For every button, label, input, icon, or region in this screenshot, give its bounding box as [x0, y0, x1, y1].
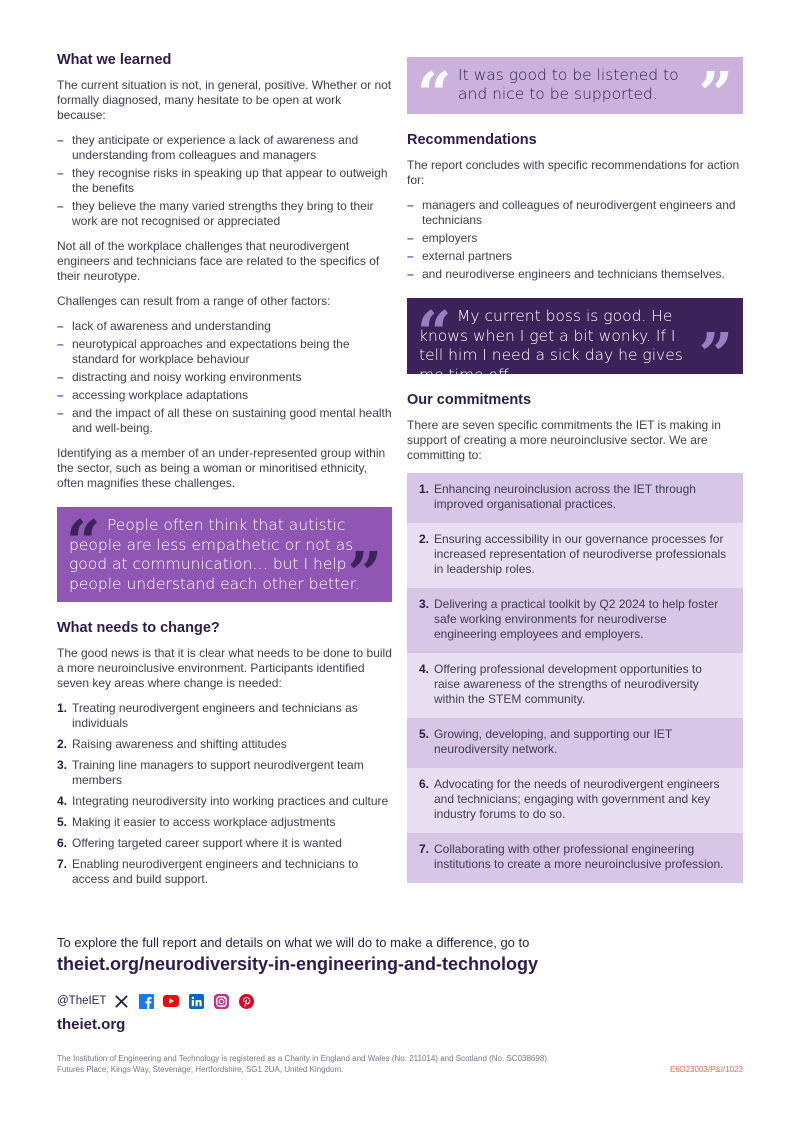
instagram-icon[interactable]: [213, 993, 229, 1009]
list-item: 3. Training line managers to support neurodivergent team members: [57, 758, 364, 787]
list-item: 3. Delivering a practical toolkit by Q2 2024 to help foster safe working environments for neurodiverse engineering employees and employers.: [407, 588, 743, 653]
youtube-icon[interactable]: [163, 993, 179, 1009]
list-item: 5. Growing, developing, and supporting our IET neurodiversity network.: [407, 718, 743, 768]
open-quote-icon: “: [66, 508, 101, 578]
list-item: 2. Ensuring accessibility in our governance processes for increased representation of neurodiverse professionals in leadership roles.: [407, 523, 743, 588]
quote-box-boss: [407, 298, 743, 391]
list-item: – and neurodiverse engineers and technicians themselves.: [407, 267, 743, 282]
open-quote-icon: “: [417, 299, 452, 369]
right-column: [407, 57, 743, 883]
report-link[interactable]: theiet.org/neurodiversity-in-engineering-and-technology: [57, 954, 539, 974]
commitments-heading: Our commitments: [407, 392, 532, 408]
close-quote-icon: ”: [698, 321, 733, 391]
close-quote-icon: ”: [347, 540, 382, 610]
facebook-icon[interactable]: [138, 993, 154, 1009]
list-item: – external partners: [407, 249, 743, 264]
list-item: – they anticipate or experience a lack of awareness and understanding from colleagues and managers: [57, 133, 392, 163]
learned-intro: The current situation is not, in general, positive. Whether or not formally diagnosed, many hesitate to be open at work because:: [57, 78, 392, 122]
learned-paragraph-2: Not all of the workplace challenges that neurodivergent engineers and technicians face are related to the specifics of their neurotype.: [57, 239, 380, 283]
list-item: – employers: [407, 231, 743, 246]
document-code: E6D23003/P&I/1023: [670, 1065, 743, 1074]
open-quote-icon: “: [417, 60, 452, 130]
social-bar: [57, 992, 743, 1010]
quote-box-empathy: [57, 507, 392, 610]
quote-text: My current boss is good. He knows when I get a bit wonky. If I tell him I need a sick day he gives me time off.: [419, 307, 683, 384]
explore-text: To explore the full report and details on what we will do to make a difference, go to: [57, 935, 530, 950]
list-item: 1. Treating neurodivergent engineers and technicians as individuals: [57, 701, 358, 730]
list-item: 2. Raising awareness and shifting attitudes: [57, 737, 287, 751]
learned-paragraph-3: Challenges can result from a range of other factors:: [57, 294, 331, 308]
list-item: 7. Enabling neurodivergent engineers and technicians to access and build support.: [57, 857, 359, 886]
list-item: 6. Offering targeted career support where it is wanted: [57, 836, 342, 850]
list-item: – accessing workplace adaptations: [57, 388, 392, 403]
list-item: 6. Advocating for the needs of neurodivergent engineers and technicians; engaging with government and key industry forums to do so.: [407, 768, 743, 833]
legal-line-2: Futures Place, Kings Way, Stevenage, Hertfordshire, SG1 2UA, United Kingdom.: [57, 1064, 344, 1074]
legal-line-1: The Institution of Engineering and Technology is registered as a Charity in England and Wales (No. 211014) and Scotland (No. SC038698).: [57, 1054, 550, 1063]
change-list: [57, 701, 392, 887]
legal-notice: [57, 1054, 617, 1075]
learned-paragraph-4: Identifying as a member of an under-represented group within the sector, such as being a woman or minoritised ethnicity, often magnifies these challenges.: [57, 446, 386, 490]
list-item: – managers and colleagues of neurodivergent engineers and technicians: [407, 198, 743, 228]
social-handle[interactable]: @TheIET: [57, 995, 107, 1007]
footer: [57, 935, 743, 1033]
close-quote-icon: ”: [698, 60, 733, 130]
x-icon[interactable]: [113, 993, 129, 1009]
list-item: – distracting and noisy working environments: [57, 370, 392, 385]
list-item: 5. Making it easier to access workplace adjustments: [57, 815, 336, 829]
list-item: 1. Enhancing neuroinclusion across the IET through improved organisational practices.: [407, 473, 743, 523]
recommendations-list: [407, 198, 743, 282]
list-item: – they recognise risks in speaking up that appear to outweigh the benefits: [57, 166, 392, 196]
learned-heading: What we learned: [57, 52, 172, 68]
quote-box-listened: [407, 57, 743, 130]
list-item: 4. Offering professional development opportunities to raise awareness of the strengths of neurodiversity within the STEM community.: [407, 653, 743, 718]
left-column: [57, 52, 392, 897]
quote-text: It was good to be listened to and nice to be supported.: [458, 66, 679, 103]
commitments-intro: There are seven specific commitments the IET is making in support of creating a more neuroinclusive sector. We are committing to:: [407, 418, 721, 462]
site-link[interactable]: theiet.org: [57, 1016, 126, 1033]
list-item: 4. Integrating neurodiversity into working practices and culture: [57, 794, 389, 808]
pinterest-icon[interactable]: [238, 993, 254, 1009]
list-item: 7. Collaborating with other professional engineering institutions to create a more neuroinclusive profession.: [407, 833, 743, 883]
list-item: – neurotypical approaches and expectations being the standard for workplace behaviour: [57, 337, 392, 367]
linkedin-icon[interactable]: [188, 993, 204, 1009]
quote-text: People often think that autistic people are less empathetic or not as good at communication… but I help people understand each other better.: [69, 516, 360, 593]
recommendations-heading: Recommendations: [407, 132, 537, 148]
change-intro: The good news is that it is clear what needs to be done to build a more neuroinclusive environment. Participants identified seven key areas where change is needed:: [57, 646, 392, 690]
commitments-list: [407, 473, 743, 883]
list-item: – they believe the many varied strengths they bring to their work are not recognised or appreciated: [57, 199, 392, 229]
factors-list: [57, 319, 392, 436]
list-item: – and the impact of all these on sustaining good mental health and well-being.: [57, 406, 392, 436]
recommendations-intro: The report concludes with specific recommendations for action for:: [407, 158, 740, 187]
list-item: – lack of awareness and understanding: [57, 319, 392, 334]
change-heading: What needs to change?: [57, 620, 220, 636]
reasons-list: [57, 133, 392, 229]
